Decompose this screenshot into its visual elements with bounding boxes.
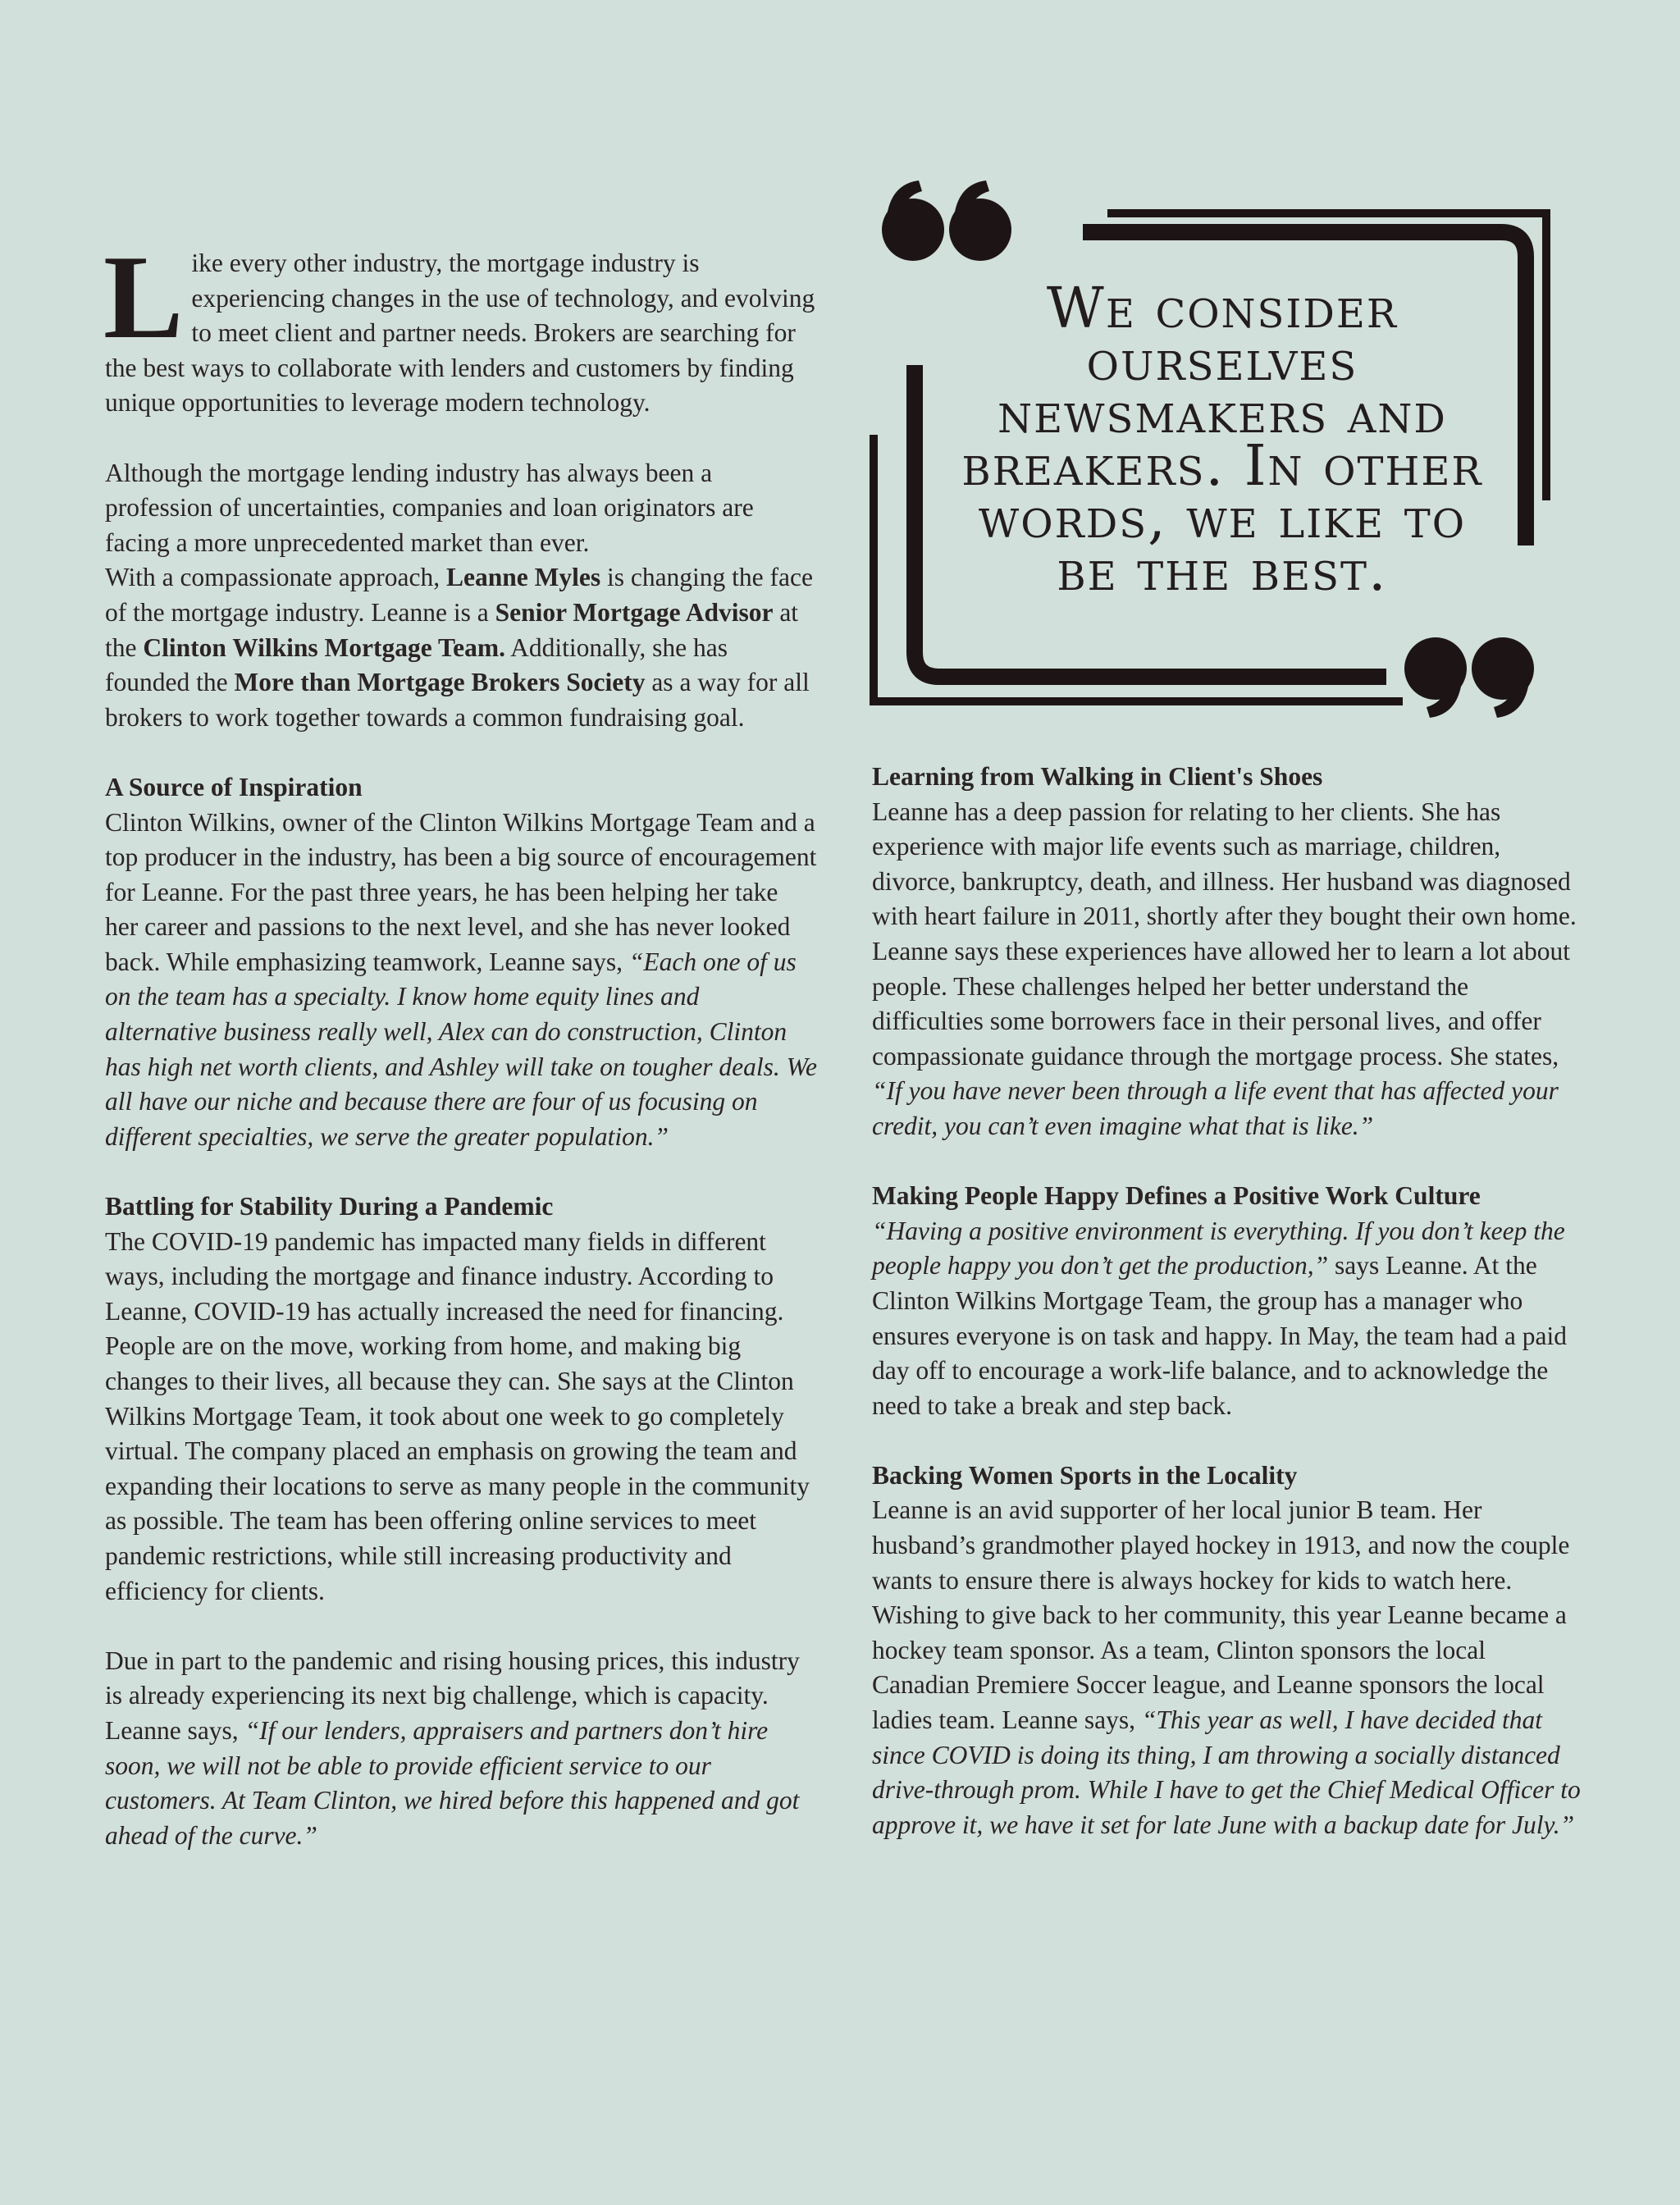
section-body (872, 1214, 1586, 1424)
bold-company: Clinton Wilkins Mortgage Team. (143, 632, 506, 662)
pull-quote (870, 176, 1559, 742)
drop-cap: L (103, 231, 184, 363)
section-body (105, 806, 817, 1155)
paragraph-text: Although the mortgage lending industry has always been a profession of uncertainties, companies and loan originators are facing a more unprecedented market than ever. (105, 458, 754, 557)
paragraph-text: With a compassionate approach, (105, 563, 446, 592)
italic-quote: “This year as well, I have decided that since COVID is doing its thing, I am throwing a socially distanced drive-through prom. While I have to get the Chief Medical Officer to approve it, we have it set for late June with a backup date for July.” (872, 1705, 1581, 1839)
section-heading: A Source of Inspiration (105, 772, 363, 801)
intro-text: ike every other industry, the mortgage industry is experiencing changes in the use of technology, and evolving to meet client and partner needs. Brokers are searching for the best ways to collaborate with lenders and customers by finding unique opportunities to leverage modern technology. (105, 249, 815, 418)
paragraph-text: Leanne has a deep passion for relating to her clients. She has experience with major life events such as marriage, children, divorce, bankruptcy, death, and illness. Her husband was diagnosed with heart failure in 2011, shortly after they bought their own home. Leanne says these experiences have allowed her to learn a lot about people. These challenges helped her better understand the difficulties some borrowers face in their personal lives, and offer compassionate guidance through the mortgage process. She states, (872, 797, 1577, 1071)
section-heading: Making People Happy Defines a Positive Work Culture (872, 1181, 1481, 1211)
paragraph-text: at the (105, 597, 799, 662)
paragraph-capacity (105, 1644, 817, 1854)
italic-quote: “If our lenders, appraisers and partners don’t hire soon, we will not be able to provide efficient service to our customers. At Team Clinton, we hired before this happened and got ahead of the curve.” (105, 1715, 800, 1850)
bold-society: More than Mortgage Brokers Society (234, 668, 646, 697)
section-body (872, 1493, 1586, 1842)
pull-quote-text: We consider ourselves newsmakers and breakers. In other words, we like to be the best. (961, 276, 1483, 604)
quote-open-icon (882, 180, 1011, 261)
paragraph-text: Clinton Wilkins, owner of the Clinton Wilkins Mortgage Team and a top producer in the industry, has been a big source of encouragement for Leanne. For the past three years, he has been helping her take her career and passions to the next level, and she has never looked back. While emphasizing teamwork, Leanne says, (105, 807, 817, 976)
paragraph-market (105, 456, 817, 736)
paragraph-text: says Leanne. At the Clinton Wilkins Mortgage Team, the group has a manager who ensures everyone is on task and happy. In May, the team had a paid day off to encourage a work-life balance, and to acknowledge the need to take a break and step back. (872, 1251, 1568, 1420)
italic-quote: “If you have never been through a life event that has affected your credit, you can’t even imagine what that is like.” (872, 1076, 1559, 1140)
italic-quote: “Each one of us on the team has a specialty. I know home equity lines and alternative business really well, Alex can do construction, Clinton has high net worth clients, and Ashley will take on tougher deals. We all have our niche and because there are four of us focusing on different specialties, we serve the greater population.” (105, 947, 817, 1151)
section-body (872, 795, 1586, 1144)
section-body: The COVID-19 pandemic has impacted many fields in different ways, including the mortgage and finance industry. According to Leanne, COVID-19 has actually increased the need for financing. People are on the move, working from home, and making big changes to their lives, all because they can. She says at the Clinton Wilkins Mortgage Team, it took about one week to go completely virtual. The company placed an emphasis on growing the team and expanding their locations to serve as many people in the community as possible. The team has been offering online services to meet pandemic restrictions, while still increasing productivity and efficiency for clients. (105, 1226, 810, 1605)
paragraph-text: Leanne is an avid supporter of her local junior B team. Her husband’s grandmother played hockey in 1913, and now the couple wants to ensure there is always hockey for kids to watch here. Wishing to give back to her community, this year Leanne became a hockey team sponsor. As a team, Clinton sponsors the local Canadian Premiere Soccer league, and Leanne sponsors the local ladies team. Leanne says, (872, 1495, 1570, 1735)
left-column (103, 231, 817, 1853)
paragraph-text: as a way for all brokers to work together towards a common fundraising goal. (105, 668, 810, 732)
right-column (872, 760, 1586, 1842)
paragraph-text: Due in part to the pandemic and rising housing prices, this industry is already experiencing its next big challenge, which is capacity. Leanne says, (105, 1646, 800, 1745)
paragraph-text: is changing the face of the mortgage industry. Leanne is a (105, 563, 813, 627)
section-heading: Battling for Stability During a Pandemic (105, 1192, 554, 1221)
section-heading: Backing Women Sports in the Locality (872, 1460, 1298, 1490)
quote-close-icon (1404, 637, 1534, 718)
bold-title: Senior Mortgage Advisor (495, 597, 774, 627)
paragraph-text: Additionally, she has founded the (105, 632, 728, 697)
intro-paragraph (103, 231, 817, 421)
bold-name: Leanne Myles (445, 563, 601, 592)
section-heading: Learning from Walking in Client's Shoes (872, 762, 1323, 791)
italic-quote: “Having a positive environment is everything. If you don’t keep the people happy you don’t get the production,” (872, 1216, 1565, 1281)
